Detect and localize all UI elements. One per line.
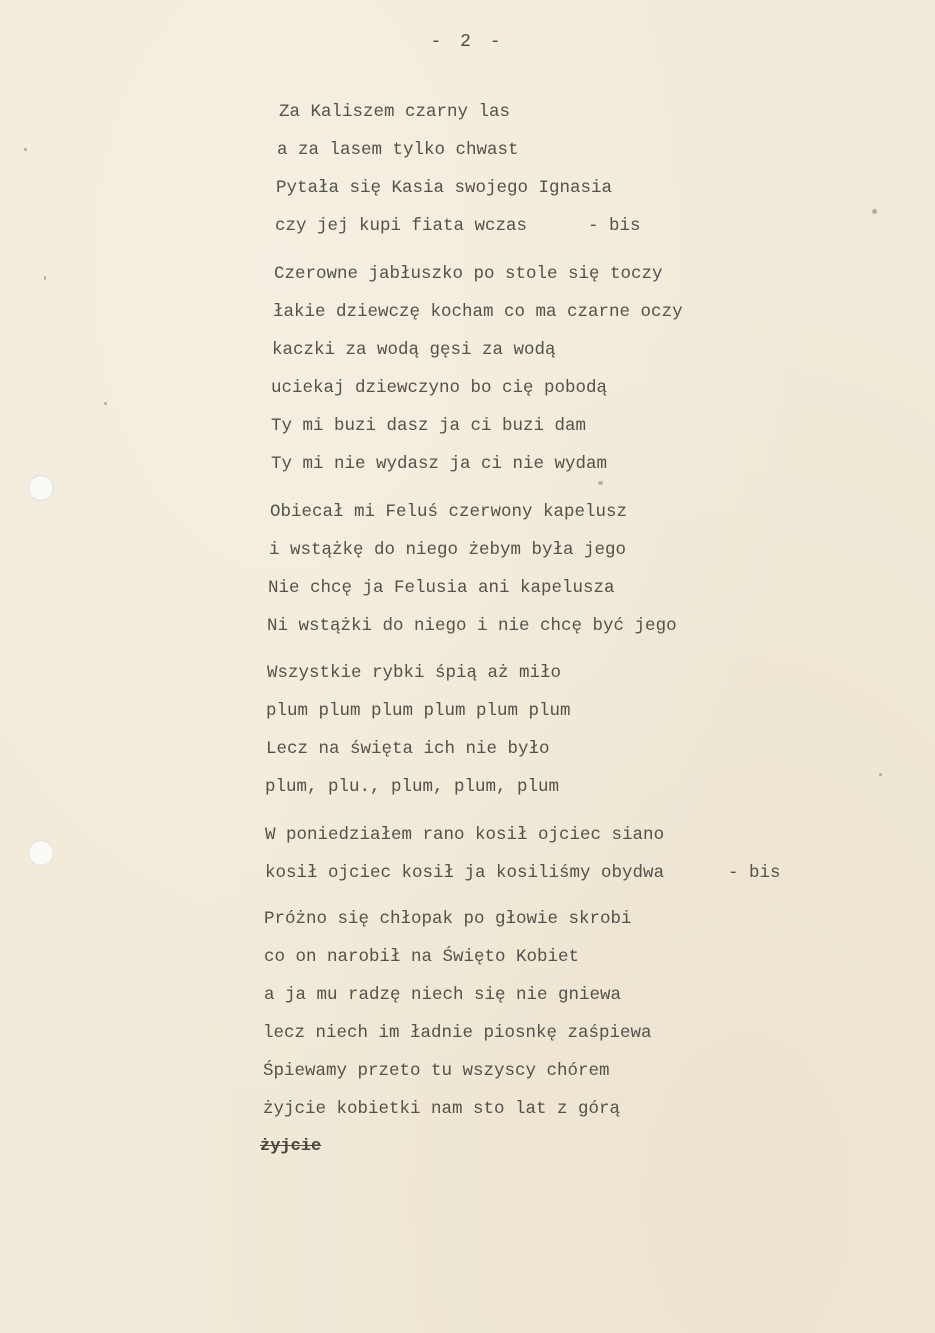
- verse-line: Śpiewamy przeto tu wszyscy chórem: [263, 1061, 610, 1081]
- verse-line: plum plum plum plum plum plum: [266, 701, 571, 721]
- paper-speck: [879, 773, 882, 776]
- paper-speck: [598, 481, 603, 485]
- verse-line: Pytała się Kasia swojego Ignasia: [276, 178, 613, 198]
- verse-line: plum, plu., plum, plum, plum: [265, 777, 560, 797]
- page-number: - 2 -: [430, 32, 505, 52]
- verse-line: lecz niech im ładnie piosnkę zaśpiewa: [263, 1023, 652, 1043]
- verse-line: kaczki za wodą gęsi za wodą: [272, 340, 556, 360]
- punch-hole: [28, 475, 54, 501]
- verse-line: Ty mi nie wydasz ja ci nie wydam: [271, 454, 608, 474]
- repeat-marker: - bis: [588, 216, 641, 236]
- verse-line: a ja mu radzę niech się nie gniewa: [264, 985, 622, 1005]
- verse-line: W poniedziałem rano kosił ojciec siano: [265, 825, 665, 845]
- verse-line: a za lasem tylko chwast: [277, 140, 519, 160]
- struck-out-text: żyjcie: [260, 1137, 322, 1156]
- verse-line: uciekaj dziewczyno bo cię pobodą: [271, 378, 608, 398]
- verse-line: kosił ojciec kosił ja kosiliśmy obydwa: [265, 863, 665, 883]
- paper-speck: [872, 209, 877, 214]
- verse-line: Nie chcę ja Felusia ani kapelusza: [268, 578, 615, 598]
- verse-line: Próżno się chłopak po głowie skrobi: [264, 909, 632, 929]
- verse-line: czy jej kupi fiata wczas: [275, 216, 528, 236]
- verse-line: łakie dziewczę kocham co ma czarne oczy: [273, 302, 683, 322]
- verse-line: co on narobił na Święto Kobiet: [264, 947, 580, 967]
- paper-speck: [24, 148, 27, 151]
- verse-line: Ni wstążki do niego i nie chcę być jego: [267, 616, 677, 636]
- paper-speck: [104, 402, 107, 405]
- verse-line: Czerowne jabłuszko po stole się toczy: [274, 264, 663, 284]
- verse-line: Za Kaliszem czarny las: [279, 102, 511, 122]
- verse-line: i wstążkę do niego żebym była jego: [269, 540, 627, 560]
- verse-line: żyjcie kobietki nam sto lat z górą: [263, 1099, 621, 1119]
- verse-line: Obiecał mi Feluś czerwony kapelusz: [270, 502, 628, 522]
- paper-speck: [44, 276, 46, 280]
- verse-line: Wszystkie rybki śpią aż miło: [267, 663, 562, 683]
- repeat-marker: - bis: [728, 863, 781, 883]
- verse-line: Ty mi buzi dasz ja ci buzi dam: [271, 416, 587, 436]
- verse-line: Lecz na święta ich nie było: [266, 739, 550, 759]
- punch-hole: [28, 840, 54, 866]
